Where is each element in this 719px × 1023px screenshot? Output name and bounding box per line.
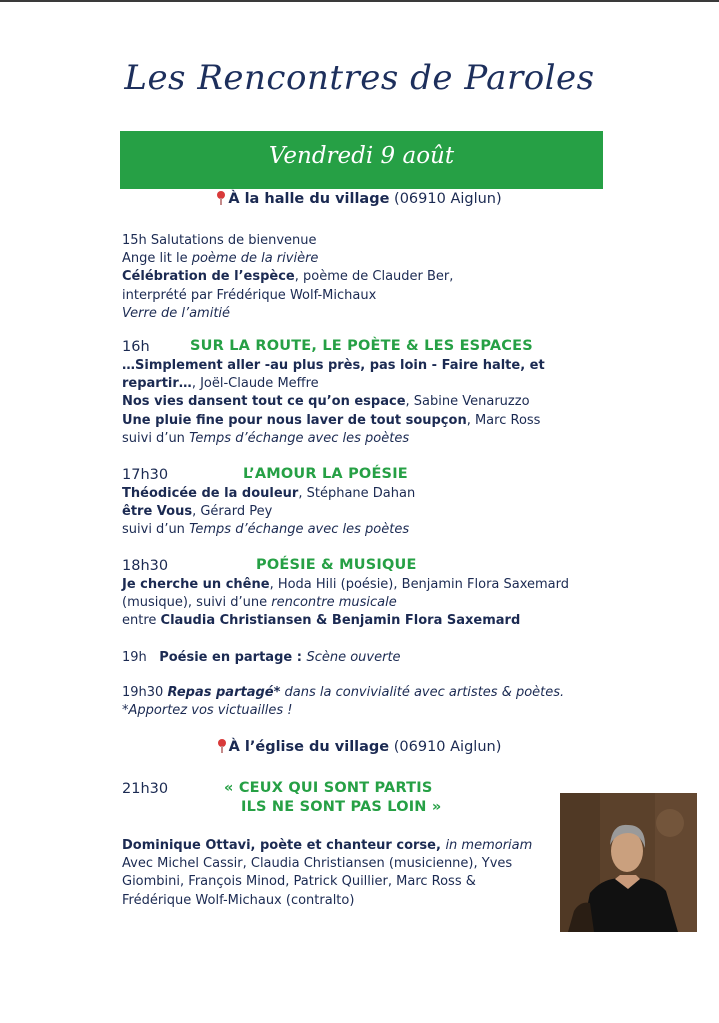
item-text: Ange lit le bbox=[122, 251, 192, 267]
item-title: …Simplement aller -au plus près, pas loin - Faire halte, et bbox=[122, 358, 545, 373]
item-text: , Marc Ross bbox=[466, 412, 541, 428]
section-heading-route: SUR LA ROUTE, LE POÈTE & LES ESPACES bbox=[190, 338, 533, 354]
item-title: Je cherche un chêne bbox=[122, 577, 270, 592]
program-item-19h30 bbox=[122, 684, 564, 720]
location-city: (06910 Aiglun) bbox=[393, 739, 502, 755]
location-city: (06910 Aiglun) bbox=[394, 191, 502, 207]
item-time-16h: 16h bbox=[122, 339, 150, 355]
location-place: À l’église du village bbox=[228, 739, 390, 755]
location-eglise bbox=[0, 739, 719, 755]
item-title: Célébration de l’espèce bbox=[122, 269, 295, 285]
item-text: , Joël-Claude Meffre bbox=[191, 376, 319, 392]
item-text: (musique), suivi d’une bbox=[122, 595, 272, 611]
program-item-15h bbox=[122, 232, 453, 323]
map-pin-icon bbox=[217, 191, 225, 199]
map-pin-icon bbox=[218, 739, 226, 747]
section-heading-partis-1: « CEUX QUI SONT PARTIS bbox=[224, 780, 433, 796]
item-text: suivi d’un bbox=[122, 522, 190, 538]
item-title: repartir… bbox=[122, 376, 192, 392]
item-time: 19h bbox=[122, 650, 147, 665]
item-time: 15h bbox=[122, 233, 147, 248]
item-title: Théodicée de la douleur bbox=[122, 486, 299, 501]
item-text: , Stéphane Dahan bbox=[298, 486, 416, 501]
item-title: Nos vies dansent tout ce qu’on espace bbox=[122, 394, 406, 410]
program-item-18h30 bbox=[122, 576, 569, 631]
item-title: Repas partagé* bbox=[167, 685, 281, 700]
top-border bbox=[0, 0, 719, 2]
program-item-16h bbox=[122, 357, 545, 448]
item-text: Temps d’échange avec les poètes bbox=[189, 430, 410, 446]
item-text: dans la convivialité avec artistes & poètes. bbox=[280, 685, 565, 700]
page-title: Les Rencontres de Paroles bbox=[124, 58, 595, 98]
item-title: être Vous bbox=[122, 504, 193, 520]
program-item-21h30 bbox=[122, 837, 532, 910]
item-title: Claudia Christiansen & Benjamin Flora Saxemard bbox=[160, 613, 521, 629]
item-text: interprété par Frédérique Wolf-Michaux bbox=[122, 287, 377, 303]
item-title: poème de la rivière bbox=[191, 251, 319, 267]
item-text: rencontre musicale bbox=[271, 595, 397, 611]
portrait-illustration bbox=[560, 793, 697, 932]
section-heading-musique: POÉSIE & MUSIQUE bbox=[256, 557, 417, 573]
program-item-19h bbox=[122, 649, 401, 667]
item-time-17h30: 17h30 bbox=[122, 467, 169, 483]
location-halle bbox=[0, 191, 719, 207]
date-banner bbox=[120, 131, 603, 189]
item-title: Poésie en partage : bbox=[159, 650, 307, 665]
date-banner-text: Vendredi 9 août bbox=[268, 143, 455, 169]
item-time: 19h30 bbox=[122, 685, 164, 700]
item-text: , poème de Clauder Ber, bbox=[294, 269, 454, 285]
item-text: Salutations de bienvenue bbox=[150, 233, 317, 248]
item-text: Giombini, François Minod, Patrick Quillier, Marc Ross & bbox=[122, 874, 476, 890]
location-place: À la halle du village bbox=[228, 191, 390, 207]
section-heading-partis-2: ILS NE SONT PAS LOIN » bbox=[241, 799, 442, 815]
program-item-17h30 bbox=[122, 485, 415, 540]
section-heading-amour: L’AMOUR LA POÉSIE bbox=[243, 466, 408, 482]
item-text: , Sabine Venaruzzo bbox=[405, 394, 530, 410]
item-time-18h30: 18h30 bbox=[122, 558, 169, 574]
item-time-21h30: 21h30 bbox=[122, 781, 169, 797]
item-text: entre bbox=[122, 613, 161, 629]
item-text: Avec Michel Cassir, Claudia Christiansen (musicienne), Yves bbox=[122, 856, 513, 872]
item-title: Dominique Ottavi, poète et chanteur corse, bbox=[122, 838, 446, 853]
item-text: in memoriam bbox=[445, 838, 533, 853]
portrait-photo bbox=[560, 793, 697, 932]
item-title: Une pluie fine pour nous laver de tout soupçon bbox=[122, 412, 467, 428]
item-text: suivi d’un bbox=[122, 430, 190, 446]
item-text: , Gérard Pey bbox=[192, 504, 273, 520]
item-text: Temps d’échange avec les poètes bbox=[189, 522, 410, 538]
item-text: Verre de l’amitié bbox=[122, 305, 231, 321]
item-text: , Hoda Hili (poésie), Benjamin Flora Saxemard bbox=[269, 577, 570, 592]
item-text: Frédérique Wolf-Michaux (contralto) bbox=[122, 892, 355, 908]
item-text: *Apportez vos victuailles ! bbox=[122, 703, 293, 719]
item-text: Scène ouverte bbox=[306, 650, 401, 665]
